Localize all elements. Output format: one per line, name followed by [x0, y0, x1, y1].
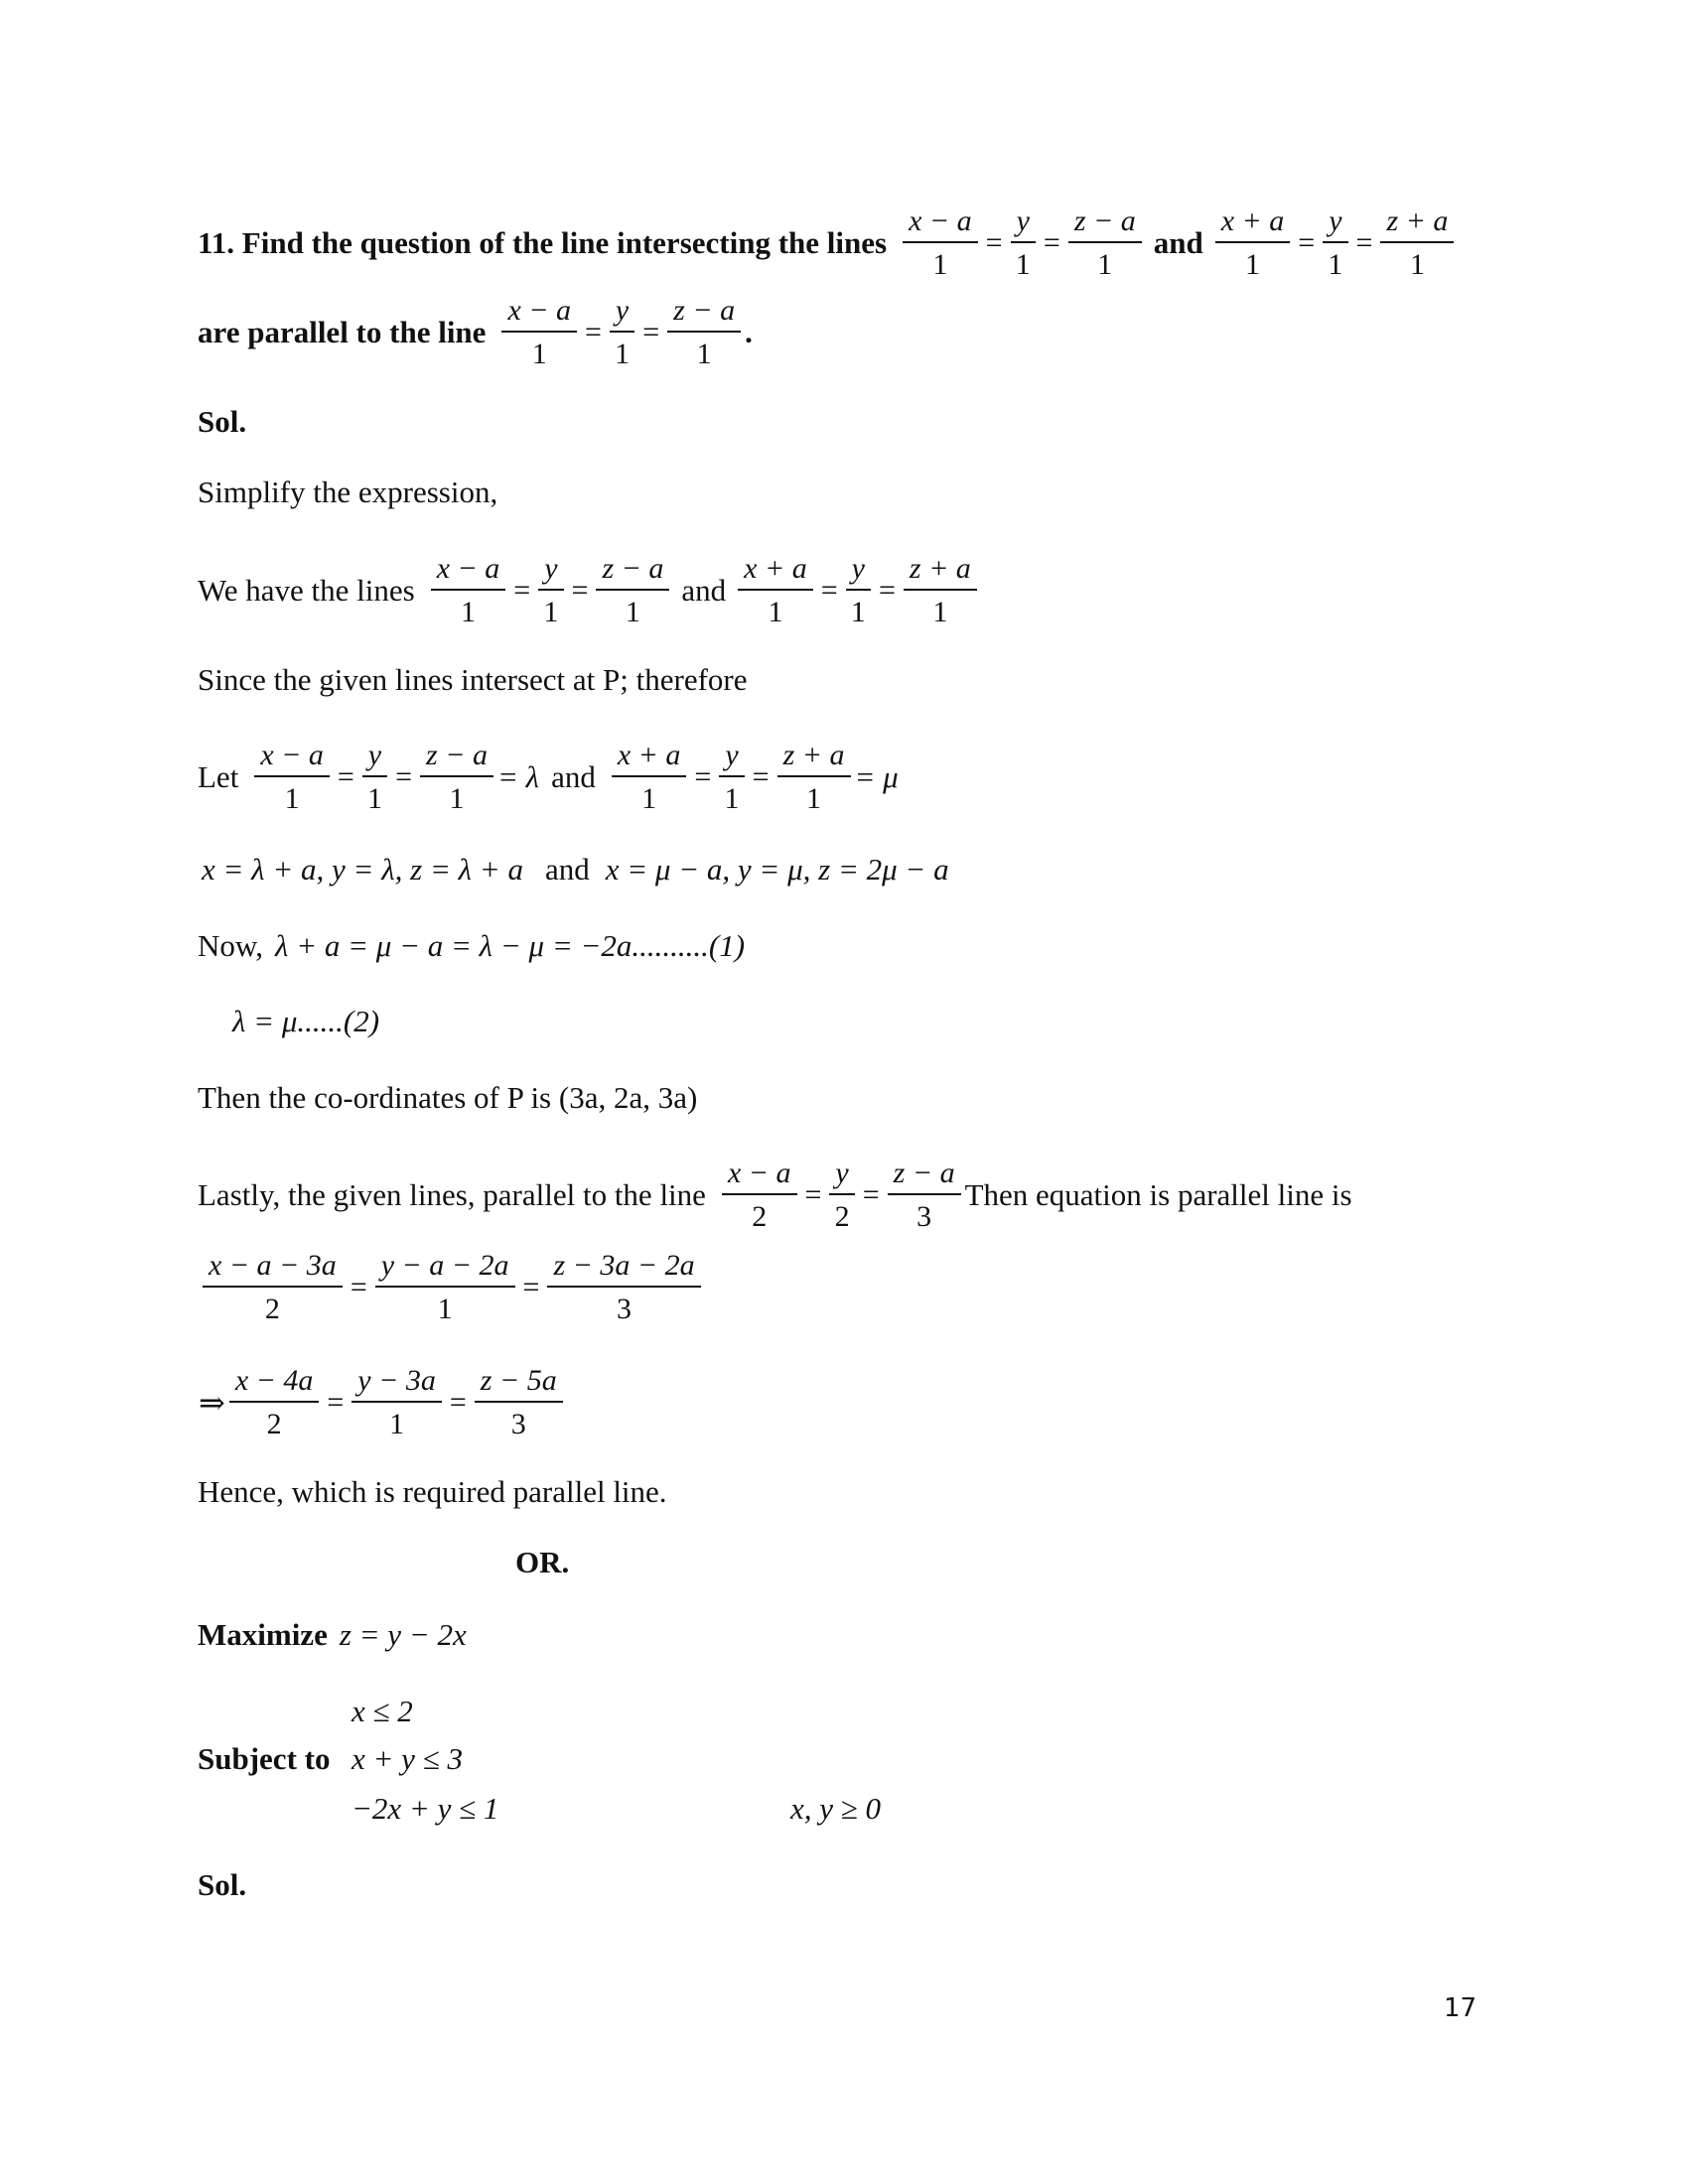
and-text: and [1153, 225, 1203, 260]
implies-icon: ⇒ [199, 1385, 225, 1421]
simplify-text: Simplify the expression, [198, 475, 498, 509]
since-text: Since the given lines intersect at P; therefore [198, 662, 748, 697]
constraint-3: −2x + y ≤ 1 [352, 1791, 499, 1826]
sol-heading-2: Sol. [198, 1867, 247, 1902]
fraction: $\frac{y - 3a}{1}$ [352, 1363, 442, 1442]
fraction: $\frac{z - 3a - 2a}{3}$ [547, 1248, 700, 1327]
question-line-2: are parallel to the line $\frac{x - a}{1}$ = $\frac{y}{1}$ = $\frac{z - a}{1}$ . [198, 294, 753, 370]
fraction: $\frac{x - a}{1}$ [431, 551, 506, 630]
fraction: $\frac{z - a}{3}$ [888, 1156, 961, 1235]
fraction: $\frac{y}{1}$ [846, 551, 871, 630]
fraction: $\frac{x + a}{1}$ [612, 738, 687, 817]
line-equation: $\frac{x - a - 3a}{2}$ = $\frac{y - a - 2a}{1}$ = $\frac{z - 3a - 2a}{3}$ [199, 1248, 705, 1327]
fraction: $\frac{x - 4a}{2}$ [229, 1363, 320, 1442]
fraction: $\frac{y}{2}$ [829, 1156, 854, 1235]
nonneg-constraint: x, y ≥ 0 [790, 1791, 882, 1826]
lastly-line: Lastly, the given lines, parallel to the line $\frac{x - a}{2}$ = $\frac{y}{2}$ = $\frac{z - a}{3}$ Then equation is parallel line is [198, 1157, 1352, 1233]
fraction: $\frac{y}{1}$ [719, 738, 744, 817]
fraction: $\frac{z + a}{1}$ [1380, 204, 1454, 283]
fraction: $\frac{y}{1}$ [1011, 204, 1036, 283]
constraint-1: x ≤ 2 [352, 1694, 413, 1728]
fraction: $\frac{x - a}{1}$ [903, 204, 978, 283]
question-text-2: are parallel to the line [198, 315, 487, 349]
fraction: $\frac{x - a}{1}$ [501, 293, 577, 372]
fraction: $\frac{z - a}{1}$ [667, 293, 741, 372]
coords-line: Then the co-ordinates of P is (3a, 2a, 3a) [198, 1080, 698, 1115]
we-have-line: We have the lines $\frac{x - a}{1}$ = $\frac{y}{1}$ = $\frac{z - a}{1}$ and $\frac{x + a}{1}$ = $\frac{y}{1}$ = $\frac{z + a}{1}$ [198, 551, 981, 630]
final-equation: ⇒ $\frac{x - 4a}{2}$ = $\frac{y - 3a}{1}$ = $\frac{z - 5a}{3}$ [199, 1363, 567, 1442]
page-number: 17 [1444, 1993, 1477, 2023]
fraction: $\frac{x - a - 3a}{2}$ [203, 1248, 343, 1327]
fraction: $\frac{z + a}{1}$ [904, 551, 977, 630]
hence-text: Hence, which is required parallel line. [198, 1474, 667, 1509]
fraction: $\frac{x + a}{1}$ [1215, 204, 1291, 283]
sol-heading: Sol. [198, 404, 247, 439]
or-heading: OR. [515, 1545, 570, 1579]
maximize-line: Maximize z = y − 2x [198, 1617, 467, 1652]
param-line: x = λ + a, y = λ, z = λ + a and x = μ − a, y = μ, z = 2μ − a [202, 852, 949, 887]
fraction: $\frac{z - 5a}{3}$ [475, 1363, 563, 1442]
subject-to-line: Subject to x + y ≤ 3 [198, 1741, 463, 1776]
fraction: $\frac{x + a}{1}$ [738, 551, 813, 630]
fraction: $\frac{z + a}{1}$ [777, 738, 851, 817]
fraction: $\frac{z - a}{1}$ [420, 738, 493, 817]
fraction: $\frac{x - a}{2}$ [722, 1156, 797, 1235]
question-text: 11. Find the question of the line intersecting the lines [198, 225, 888, 260]
now-line: Now, λ + a = μ − a = λ − μ = −2a..........(1) [198, 928, 746, 963]
question-line-1: 11. Find the question of the line intersecting the lines $\frac{x - a}{1}$ = $\frac{y}{1}$ = $\frac{z - a}{1}$ and $\frac{x + a}{1}$ = $\frac{y}{1}$ = $\frac{z + a}{1}$ [198, 204, 1458, 283]
fraction: $\frac{y}{1}$ [362, 738, 387, 817]
eq2-line: λ = μ......(2) [232, 1004, 380, 1038]
fraction: $\frac{y - a - 2a}{1}$ [375, 1248, 515, 1327]
fraction: $\frac{y}{1}$ [1323, 204, 1347, 283]
fraction: $\frac{z - a}{1}$ [1068, 204, 1142, 283]
let-line: Let $\frac{x - a}{1}$ = $\frac{y}{1}$ = $\frac{z - a}{1}$ = λ and $\frac{x + a}{1}$ = $\frac{y}{1}$ = $\frac{z + a}{1}$ = μ [198, 739, 899, 815]
fraction: $\frac{x - a}{1}$ [254, 738, 330, 817]
fraction: $\frac{z - a}{1}$ [596, 551, 669, 630]
fraction: $\frac{y}{1}$ [610, 293, 634, 372]
fraction: $\frac{y}{1}$ [538, 551, 563, 630]
